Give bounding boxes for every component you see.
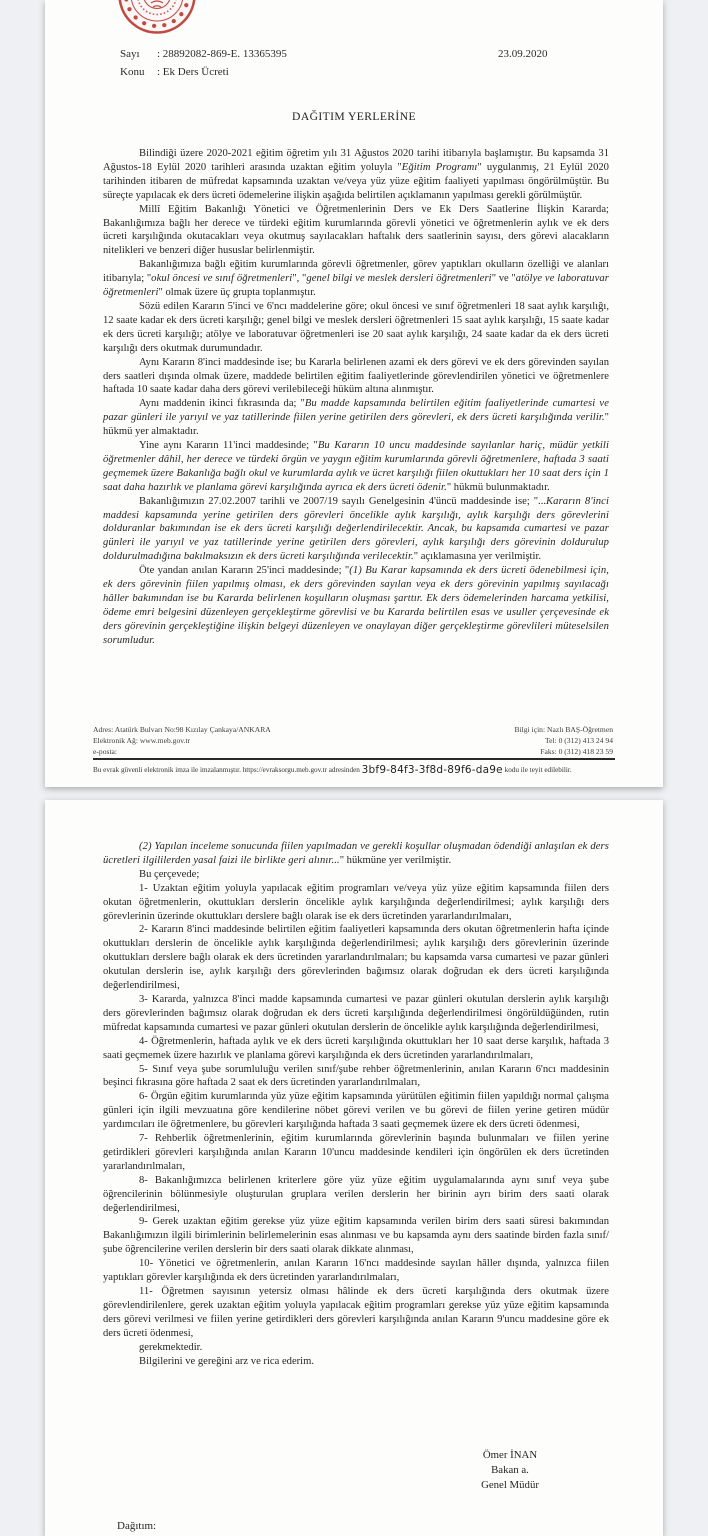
numbered-item: 1- Uzaktan eğitim yoluyla yapılacak eğitim programları ve/veya yüz yüze eğitim kapsamında fiilen ders okutan öğretmenlerin, okuttukları derslerin öncelikle aylık karşılığında değerlendirilmesi; aylık karşılığı ders görevlerinin üzerinde okuttukları derslere bağlı olarak ise ek ders ücretinden yararlandırılmaları, — [103, 882, 609, 922]
body-paragraph: Yine aynı Kararın 11'inci maddesinde; "Bu Kararın 10 uncu maddesinde sayılanlar hariç, müdür yetkili öğretmenler dâhil, her derece ve türdeki örgün ve yaygın eğitim kurumlarında görevli öğretmenlere, haftada 3 saati geçmemek üzere Bakanlığa bağlı okul ve kurumlarda aylık ve ücret karşılığı fiilen okuttukları her 10 saat ders için 1 saat daha hazırlık ve planlama görevi karşılığında ayrıca ek ders ücreti ödenir." hükmü bulunmaktadır. — [103, 440, 610, 493]
numbered-item: 3- Kararda, yalnızca 8'inci madde kapsamında cumartesi ve pazar günleri okutulan derslerin aylık karşılığı ders görevlerinden bağımsız olarak doğrudan ek ders ücreti karşılığında değerlendirilmesi öngörüldüğünden, rutin müfredat kapsamında cumartesi ve pazar günleri okutulan derslerin de öncelikle aylık karşılığında değerlendirilmesi, — [103, 993, 609, 1033]
footer-left-column — [93, 724, 271, 757]
letter-meta — [120, 46, 287, 81]
konu-label: Konu — [120, 65, 145, 78]
body-paragraph: Sözü edilen Kararın 5'inci ve 6'ncı maddelerine göre; okul öncesi ve sınıf öğretmenleri 18 saat aylık karşılığı, 12 saate kadar ek ders ücreti karşılığı; genel bilgi ve meslek dersleri öğretmenleri 15 saat aylık karşılığı, 15 saate kadar ek ders ücreti karşılığı; atölye ve laboratuvar öğretmenleri ise 20 saat aylık karşılığı, 24 saate kadar da ek ders ücreti karşılığı ders okutmak durumundadır. — [103, 300, 609, 354]
konu-value: : Ek Ders Ücreti — [157, 65, 229, 78]
quoted-clause-paragraph: (2) Yapılan inceleme sonucunda fiilen yapılmadan ve gerekli koşullar oluşmadan ödendiği anlaşılan ek ders ücretleri ilgililerden yasal faizi ile birlikte geri alınır..." hükmüne yer verilmiştir. — [103, 841, 609, 866]
document-page-2 — [45, 800, 663, 1536]
recipient-heading: DAĞITIM YERLERİNE — [292, 110, 416, 123]
distribution-label: Dağıtım: — [117, 1520, 157, 1532]
footer-info-contact: Bilgi için: Nazlı BAŞ-Öğretmen — [514, 725, 613, 734]
closing-line: gerekmektedir. — [139, 1341, 203, 1353]
footer-address: Adres: Atatürk Bulvarı No:98 Kızılay Çankaya/ANKARA — [93, 725, 271, 734]
verification-code: 3bf9-84f3-3f8d-89f6-da9e — [361, 764, 503, 776]
letter-date: 23.09.2020 — [498, 48, 548, 60]
verification-prefix: Bu evrak güvenli elektronik imza ile imzalanmıştır. https://evraksorgu.meb.gov.tr adresinden — [93, 766, 360, 774]
ministry-seal-icon — [117, 0, 197, 35]
konu-row — [120, 64, 287, 82]
numbered-item: 5- Sınıf veya şube sorumluluğu verilen sınıf/şube rehber öğretmenlerinin, anılan Kararın 6'ncı maddesinin beşinci fıkrasına göre haftada 2 saat ek ders ücretinden yararlandırılmaları, — [103, 1063, 609, 1089]
body-paragraph: Aynı maddenin ikinci fıkrasında da; "Bu madde kapsamında belirtilen eğitim faaliyetlerinde cumartesi ve pazar günleri ile yarıyıl ve yaz tatillerinde fiilen yerine getirilen ders görevleri, ek ders ücreti karşılığında verilir." hükmü yer almaktadır. — [103, 398, 609, 438]
signer-duty: Bakan a. — [491, 1464, 529, 1476]
document-page-1 — [45, 0, 663, 787]
signer-name: Ömer İNAN — [482, 1449, 538, 1461]
body-paragraph: Bilindiği üzere 2020-2021 eğitim öğretim yılı 31 Ağustos 2020 tarihi itibarıyla başlamıştır. Bu kapsamda 31 Ağustos-18 Eylül 2020 tarihleri arasında uzaktan eğitim yoluyla "Eğitim Programı" uygulanmış, 21 Eylül 2020 tarihinden itibaren de müfredat kapsamında uzaktan ve/veya yüz yüze eğitim faaliyeti yapılması öngörülmüştür. Bu süreçte yapılacak ek ders ücreti ödemelerine ilişkin aşağıda belirtilen açıklamanın yapılması gerekli görülmüştür. — [103, 148, 609, 201]
signature-block — [435, 1448, 585, 1493]
page1-contact-footer — [93, 724, 613, 757]
sayi-row — [120, 46, 287, 64]
footer-right-column — [515, 724, 614, 757]
letter-body-page1 — [103, 147, 609, 648]
body-paragraph: Bakanlığımıza bağlı eğitim kurumlarında görevli öğretmenler, görev yaptıkları okulların özelliği ve alanları itibarıyla; "okul öncesi ve sınıf öğretmenleri", "genel bilgi ve meslek dersleri öğretmenleri" ve "atölye ve laboratuvar öğretmenleri" olmak üzere üç grupta toplanmıştır. — [103, 259, 609, 299]
numbered-item: 10- Yönetici ve öğretmenlerin, anılan Kararın 16'ncı maddesinde sayılan hâller dışında, yalnızca fiilen yaptıkları görevler karşılığında ek ders ücretinden yararlandırılmaları, — [103, 1258, 609, 1284]
numbered-item: 7- Rehberlik öğretmenlerinin, eğitim kurumlarında görevlerinin başında bulunmaları ve fiilen yerine getirdikleri görevleri karşılığında anılan Kararın 10'uncu maddesinde kendileri için öngörülen ek ders ücretinden yararlandırılmaları, — [103, 1133, 609, 1172]
numbered-item: 9- Gerek uzaktan eğitim gerekse yüz yüze eğitim kapsamında verilen birim ders saati süresi bakımından Bakanlığımızın ilgili birimlerinin belirlemelerinin esas alınması ve bu kapsamda aynı ders saatinde birden fazla sınıf/şube öğrencilerine verilen derslerin bir ders saati olarak dikkate alınması, — [103, 1216, 609, 1256]
body-paragraph: Öte yandan anılan Kararın 25'inci maddesinde; "(1) Bu Karar kapsamında ek ders ücreti ödenebilmesi için, ek ders görevinin fiilen yapılmış olması, ek ders görevinden sayılan veya ek ders görevinin yapılmış sayılacağı hâller bakımından ise bu Kararda belirlenen koşulların oluşması şarttır. Ek ders ödemelerinden harcama yetkilisi, ödeme emri belgesini düzenleyen gerçekleştirme görevlisi ve bu Kararda belirtilen esas ve usuller çerçevesinde ek ders görevinin gerçekleştiğine ilişkin belgeyi düzenleyen ve onaylayan diğer gerçekleştirme görevlileri müteselsilen sorumludur. — [103, 565, 609, 646]
footer-fax: Faks: 0 (312) 418 23 59 — [540, 747, 613, 756]
letter-body-page2 — [103, 840, 609, 1368]
footer-phone: Tel: 0 (312) 413 24 94 — [544, 736, 613, 745]
footer-divider — [93, 758, 615, 760]
verification-suffix: kodu ile teyit edilebilir. — [504, 766, 572, 774]
numbered-item: 6- Örgün eğitim kurumlarında yüz yüze eğitim kapsamında yürütülen eğitimin fiilen yapıldığı normal çalışma günleri için ilgili mevzuatına göre kendilerine nöbet görevi verilen ve bu görevi de fiilen yerine getiren müdür yardımcıları ile öğretmenlere, bu görevleri karşılığında haftada 3 saati geçmemek üzere ek ders ücreti ödenmesi, — [103, 1091, 609, 1131]
footer-network: Elektronik Ağ: www.meb.gov.tr — [93, 736, 191, 745]
e-signature-verification-line — [93, 764, 615, 776]
framework-line: Bu çerçevede; — [139, 868, 200, 880]
numbered-item: 8- Bakanlığımızca belirlenen kriterlere göre yüz yüze eğitim uygulamalarında aynı sınıf veya şube öğrencilerinin bölünmesiyle oluşturulan gruplara verilen derslerin her birinin ayrı birim ders saati olarak değerlendirilmesi, — [103, 1174, 609, 1214]
numbered-item: 11- Öğretmen sayısının yetersiz olması hâlinde ek ders ücreti karşılığında ders okutmak üzere görevlendirilenlere, gerek uzaktan eğitim yoluyla yapılacak eğitim programları gerekse yüz yüze eğitim kapsamında ders görevi verilmesi ve fiilen yerine getirdikleri ders görevleri karşılığında anılan Kararın 9'uncu maddesine göre ek ders ücreti ödenmesi, — [103, 1286, 609, 1339]
signer-title: Genel Müdür — [481, 1479, 539, 1491]
numbered-item: 4- Öğretmenlerin, haftada aylık ve ek ders ücreti karşılığında okuttukları her 10 saat derse karşılık, haftada 3 saati geçmemek üzere hazırlık ve planlama görevi karşılığında ek ders ücretinden yararlandırılmaları, — [103, 1035, 609, 1061]
body-paragraph: Aynı Kararın 8'inci maddesinde ise; bu Kararla belirlenen azami ek ders görevi ve ek ders görevinden sayılan ders saatleri dışında olmak üzere, maddede belirtilen eğitim faaliyetlerinde görevlendirilen yönetici ve öğretmenlere haftada 10 saate kadar daha ders görevi verilebileceği hüküm altına alınmıştır. — [103, 356, 609, 396]
footer-email: e-posta: — [93, 747, 118, 756]
body-paragraph: Millî Eğitim Bakanlığı Yönetici ve Öğretmenlerinin Ders ve Ek Ders Saatlerine İlişkin Kararda; Bakanlığımıza bağlı her derece ve türdeki eğitim kurumlarında görevli yönetici ve öğretmenlerin aylık ve ek ders ücreti karşılığında okutacakları veya okutmuş sayılacakları haftalık ders saatlerinin sayısı, ders görevi alacakların nitelikleri ve benzeri diğer hususlar belirlenmiştir. — [103, 203, 609, 257]
sayi-value: : 28892082-869-E. 13365395 — [157, 48, 287, 60]
closing-line: Bilgilerini ve gereğini arz ve rica ederim. — [139, 1355, 315, 1367]
sayi-label: Sayı — [120, 48, 140, 60]
numbered-item: 2- Kararın 8'inci maddesinde belirtilen eğitim faaliyetleri kapsamında ders okutan öğretmenlerin hafta içinde okuttukları derslerin de öncelikle aylık karşılığında değerlendirilmesi; aylık karşılığı ders görevlerinin üzerinde okuttukları derslere bağlı olarak ek ders ücretinden yararlandırılmaları; bu kapsamda varsa cumartesi ve pazar günleri okutulan derslerin ise, aylık karşılığı ders görevlerinden bağımsız olarak doğrudan ek ders ücreti karşılığında değerlendirilmesi, — [103, 924, 609, 992]
body-paragraph: Bakanlığımızın 27.02.2007 tarihli ve 2007/19 sayılı Genelgesinin 4'üncü maddesinde ise; "...Kararın 8'inci maddesi kapsamında yerine getirilen ders görevleri öncelikle aylık karşılığı, aylık karşılığı ders görevlerini dolduranlar bakımından ise ek ders ücreti karşılığı değerlendirilecektir. Ancak, bu kapsamda cumartesi ve pazar günleri ile yarıyıl ve yaz tatillerinde yerine getirilen ders görevleri, aylık karşılığı ders görevinin doldurulup doldurulmadığına bakılmaksızın ek ders ücreti karşılığında verilecektir." açıklamasına yer verilmiştir. — [103, 495, 609, 563]
